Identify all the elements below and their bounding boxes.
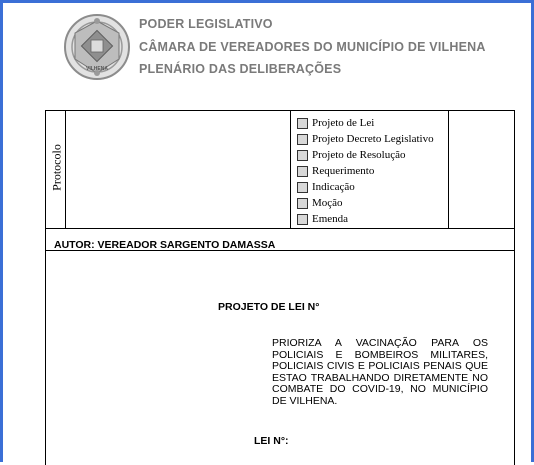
type-projeto-de-lei[interactable]: Projeto de Lei xyxy=(297,115,434,131)
municipal-seal-icon xyxy=(63,13,131,81)
law-number-label: LEI N°: xyxy=(254,435,289,447)
header-line-plenario: PLENÁRIO DAS DELIBERAÇÕES xyxy=(139,62,342,76)
type-projeto-de-resolucao[interactable]: Projeto de Resolução xyxy=(297,147,434,163)
row-divider-1 xyxy=(46,228,514,229)
protocol-divider xyxy=(65,111,66,228)
type-mocao[interactable]: Moção xyxy=(297,195,434,211)
header-line-poder-legislativo: PODER LEGISLATIVO xyxy=(139,17,273,31)
project-summary: PRIORIZA A VACINAÇÃO PARA OS POLICIAIS E BOMBEIROS MILITARES, POLICIAIS CIVIS E POLICIAIS PENAIS QUE ESTAO TRABALHANDO DIRETAMENTE NO COMBATE DO COVID-19, NO MUNICÍPIO DE VILHENA. xyxy=(272,337,488,407)
svg-text:VILHENA: VILHENA xyxy=(86,66,108,72)
checkbox-icon[interactable] xyxy=(297,182,308,193)
protocol-label: Protocolo xyxy=(49,144,64,191)
checkbox-icon[interactable] xyxy=(297,198,308,209)
types-right-divider xyxy=(448,111,449,228)
checkbox-icon[interactable] xyxy=(297,134,308,145)
checkbox-icon[interactable] xyxy=(297,166,308,177)
types-left-divider xyxy=(290,111,291,228)
header-line-camara: CÂMARA DE VEREADORES DO MUNICÍPIO DE VILHENA xyxy=(139,40,486,54)
author-line: AUTOR: VEREADOR SARGENTO DAMASSA xyxy=(54,239,276,251)
type-requerimento[interactable]: Requerimento xyxy=(297,163,434,179)
type-emenda[interactable]: Emenda xyxy=(297,211,434,227)
document-type-list xyxy=(297,115,434,227)
checkbox-icon[interactable] xyxy=(297,118,308,129)
project-title: PROJETO DE LEI N° xyxy=(218,301,320,313)
checkbox-icon[interactable] xyxy=(297,150,308,161)
checkbox-icon[interactable] xyxy=(297,214,308,225)
form-table xyxy=(45,110,515,465)
type-projeto-decreto-legislativo[interactable]: Projeto Decreto Legislativo xyxy=(297,131,434,147)
type-indicacao[interactable]: Indicação xyxy=(297,179,434,195)
